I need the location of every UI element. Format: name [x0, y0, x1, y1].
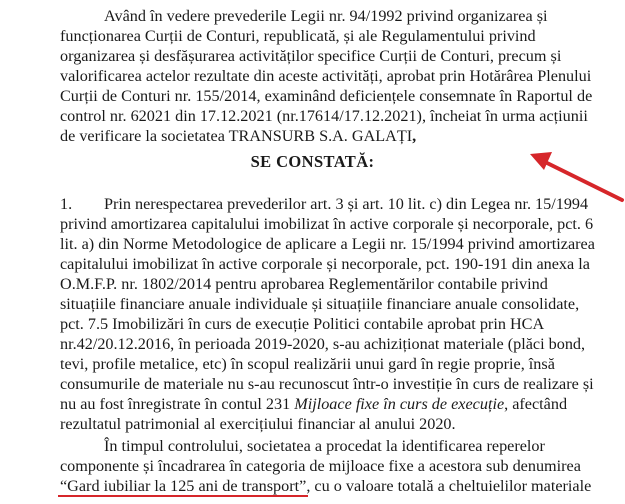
control-line-1: În timpul controlului, societatea a procedat la identificarea reperelor	[104, 437, 545, 455]
highlighted-asset-name: “Gard iubiliar la 125 ani de transport”	[60, 477, 307, 495]
intro-line-6: control nr. 62021 din 17.12.2021 (nr.17614/17.12.2021), încheiat în urma acțiunii	[60, 107, 588, 125]
intro-line-3: organizarea și desfășurarea activităților specifice Curții de Conturi, precum și	[60, 47, 562, 65]
intro-line-1: Având în vedere prevederile Legii nr. 94/1992 privind organizarea și	[104, 7, 548, 25]
finding-line-9: tevi, profile metalice, etc) în scopul realizării unui gard în regie proprie, însă	[60, 355, 555, 373]
intro-line-7-comma: ,	[412, 127, 417, 145]
finding-line-10: consumurile de materiale nu s-au recunoscut într-o investiție în curs de realizare și	[60, 375, 594, 393]
intro-line-4: valorificarea actelor rezultate din aceste activități, aprobat prin Hotărârea Plenului	[60, 67, 592, 85]
finding-line-11-end: , afectând	[504, 395, 568, 413]
intro-line-2: funcționarea Curții de Conturi, republicată, și ale Regulamentului privind	[60, 27, 536, 45]
finding-line-5: O.M.F.P. nr. 1802/2014 pentru aprobarea Reglementărilor contabile privind	[60, 275, 548, 293]
control-line-2: componente și încadrarea în categoria de mijloace fixe a acestora sub denumirea	[60, 457, 581, 475]
finding-line-1: Prin nerespectarea prevederilor art. 3 și art. 10 lit. c) din Legea nr. 15/1994	[104, 195, 589, 213]
finding-line-7: pct. 7.5 Imobilizări în curs de execuție Politici contabile aprobat prin HCA	[60, 315, 545, 333]
finding-line-4: capitalului imobilizat în active corporale și necorporale, pct. 190-191 din anexa la	[60, 255, 590, 273]
finding-line-12: rezultatul patrimonial al exercițiului financiar al anului 2020.	[60, 415, 456, 433]
account-name-italic: Mijloace fixe în curs de execuție	[294, 395, 505, 413]
finding-line-8: nr.42/20.12.2016, în perioada 2019-2020, s-au achiziționat materiale (plăci bond,	[60, 335, 586, 353]
finding-line-11-start: nu au fost înregistrate în contul 231	[60, 395, 295, 413]
finding-line-2: privind amortizarea capitalului imobilizat în active corporale și necorporale, pct. 6	[60, 215, 594, 233]
finding-line-6: situațiile financiare anuale individuale și situațiile financiare anuale consolidate,	[60, 295, 580, 313]
finding-number: 1.	[60, 195, 73, 213]
intro-line-5: Curții de Conturi nr. 155/2014, examinând deficiențele consemnate în Raportul de	[60, 87, 593, 105]
section-heading: SE CONSTATĂ:	[250, 152, 375, 171]
control-line-3-rest: , cu o valoare totală a cheltuielilor materiale	[306, 477, 592, 495]
intro-line-7-text: de verificare la societatea TRANSURB S.A. GALAȚI	[60, 127, 413, 145]
finding-line-3: lit. a) din Norme Metodologice de aplicare a Legii nr. 15/1994 privind amortizarea	[60, 235, 595, 253]
